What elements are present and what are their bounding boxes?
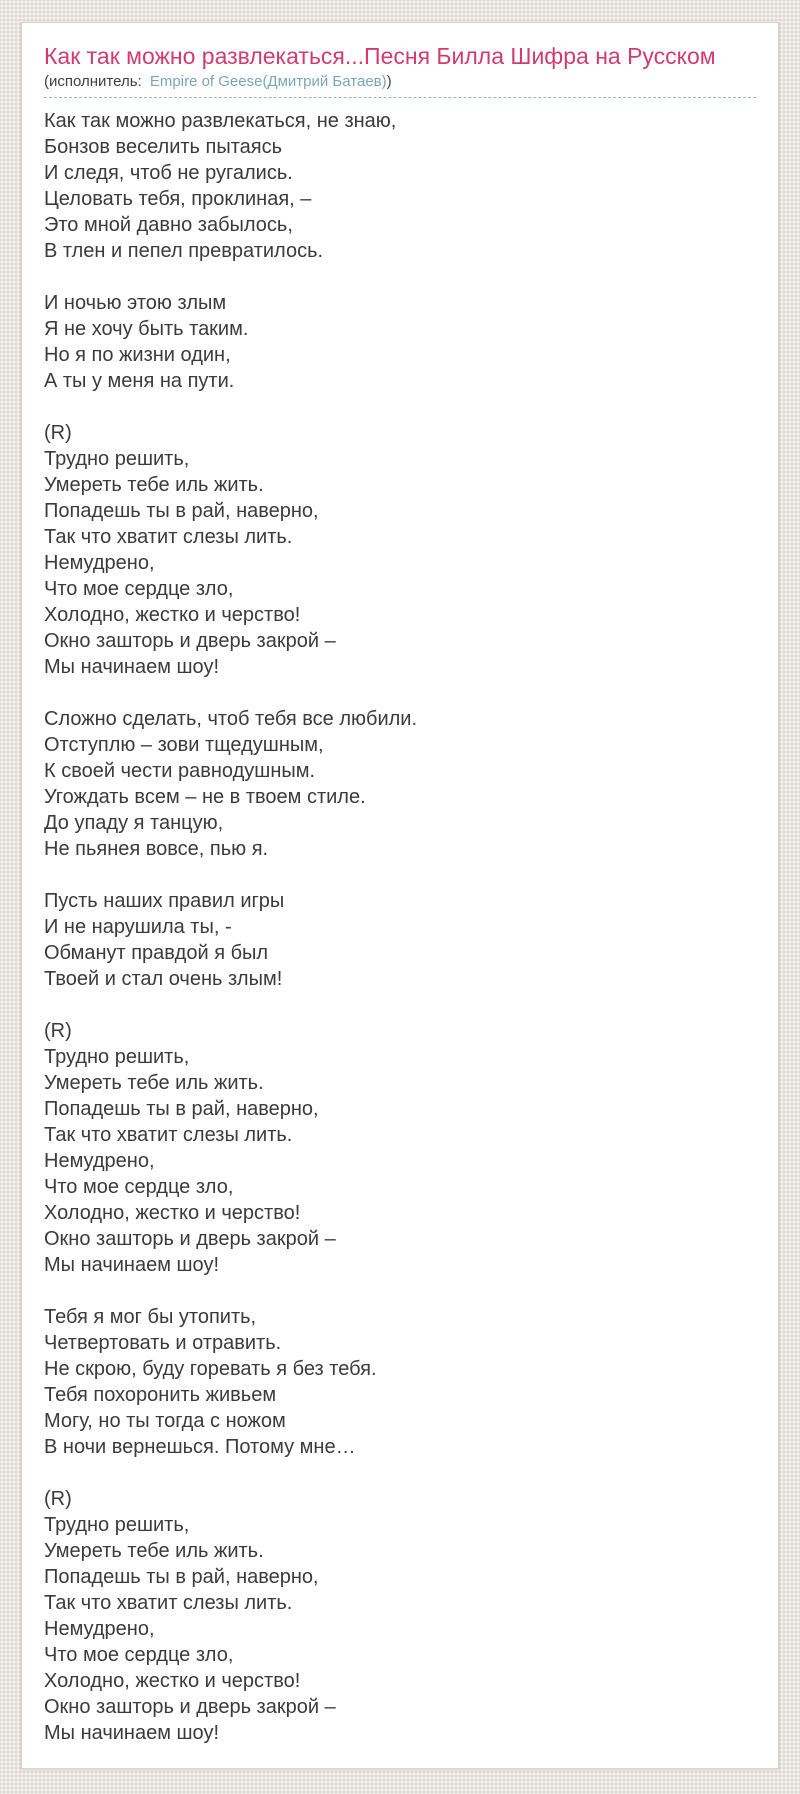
stanza xyxy=(44,108,756,264)
lyric-line: Отступлю – зови тщедушным, xyxy=(44,734,324,756)
lyric-line: Холодно, жестко и черство! xyxy=(44,1670,301,1692)
lyrics xyxy=(44,108,756,1746)
lyric-line: Не скрою, буду горевать я без тебя. xyxy=(44,1358,377,1380)
lyric-line: Обманут правдой я был xyxy=(44,942,269,964)
lyric-line: Немудрено, xyxy=(44,1150,155,1172)
lyric-line: Окно зашторь и дверь закрой – xyxy=(44,630,336,652)
stanza xyxy=(44,888,756,992)
lyric-line: Умереть тебе иль жить. xyxy=(44,474,264,496)
lyric-line: Тебя я мог бы утопить, xyxy=(44,1306,257,1328)
stanza xyxy=(44,420,756,680)
stanza xyxy=(44,706,756,862)
lyric-line: Бонзов веселить пытаясь xyxy=(44,136,283,158)
lyrics-card xyxy=(21,22,779,1769)
stanza xyxy=(44,290,756,394)
performer-label: (исполнитель: xyxy=(44,73,142,90)
lyric-line: Я не хочу быть таким. xyxy=(44,318,249,340)
lyric-line: Окно зашторь и дверь закрой – xyxy=(44,1228,336,1250)
lyric-line: Попадешь ты в рай, наверно, xyxy=(44,1098,319,1120)
lyric-line: Тебя похоронить живьем xyxy=(44,1384,277,1406)
stanza xyxy=(44,1018,756,1278)
performer-link[interactable]: Empire of Geese(Дмитрий Батаев) xyxy=(149,73,387,90)
lyric-line: Четвертовать и отравить. xyxy=(44,1332,282,1354)
lyric-line: Так что хватит слезы лить. xyxy=(44,1124,293,1146)
lyric-line: Угождать всем – не в твоем стиле. xyxy=(44,786,366,808)
performer-close-paren: ) xyxy=(386,73,392,90)
lyric-line: Умереть тебе иль жить. xyxy=(44,1540,264,1562)
lyric-line: Трудно решить, xyxy=(44,448,190,470)
lyric-line: Умереть тебе иль жить. xyxy=(44,1072,264,1094)
lyric-line: Холодно, жестко и черство! xyxy=(44,1202,301,1224)
lyric-line: Мы начинаем шоу! xyxy=(44,1254,220,1276)
lyric-line: И не нарушила ты, - xyxy=(44,916,232,938)
lyric-line: До упаду я танцую, xyxy=(44,812,224,834)
lyric-line: Окно зашторь и дверь закрой – xyxy=(44,1696,336,1718)
lyric-line: Мы начинаем шоу! xyxy=(44,1722,220,1744)
lyric-line: И следя, чтоб не ругались. xyxy=(44,162,293,184)
lyric-line: Могу, но ты тогда с ножом xyxy=(44,1410,286,1432)
lyric-line: Но я по жизни один, xyxy=(44,344,231,366)
lyric-line: Так что хватит слезы лить. xyxy=(44,1592,293,1614)
lyric-line: Немудрено, xyxy=(44,1618,155,1640)
lyric-line: Так что хватит слезы лить. xyxy=(44,526,293,548)
lyric-line: (R) xyxy=(44,1020,72,1042)
lyric-line: Это мной давно забылось, xyxy=(44,214,293,236)
lyric-line: Сложно сделать, чтоб тебя все любили. xyxy=(44,708,418,730)
lyric-line: Что мое сердце зло, xyxy=(44,1176,234,1198)
lyric-line: Твоей и стал очень злым! xyxy=(44,968,283,990)
lyric-line: А ты у меня на пути. xyxy=(44,370,235,392)
lyric-line: К своей чести равнодушным. xyxy=(44,760,316,782)
lyric-line: Пусть наших правил игры xyxy=(44,890,285,912)
lyric-line: (R) xyxy=(44,1488,72,1510)
lyric-line: (R) xyxy=(44,422,72,444)
lyric-line: Холодно, жестко и черство! xyxy=(44,604,301,626)
lyric-line: Как так можно развлекаться, не знаю, xyxy=(44,110,397,132)
lyric-line: Что мое сердце зло, xyxy=(44,1644,234,1666)
lyric-line: Не пьянея вовсе, пью я. xyxy=(44,838,269,860)
page-title: Как так можно развлекаться...Песня Билла Шифра на Русском xyxy=(44,43,716,69)
stanza xyxy=(44,1304,756,1460)
lyric-line: Немудрено, xyxy=(44,552,155,574)
lyric-line: Трудно решить, xyxy=(44,1046,190,1068)
stanza xyxy=(44,1486,756,1746)
lyric-line: И ночью этою злым xyxy=(44,292,227,314)
lyric-line: Трудно решить, xyxy=(44,1514,190,1536)
lyric-line: В ночи вернешься. Потому мне… xyxy=(44,1436,356,1458)
lyric-line: В тлен и пепел превратилось. xyxy=(44,240,324,262)
lyric-line: Попадешь ты в рай, наверно, xyxy=(44,500,319,522)
performer-line xyxy=(44,73,756,98)
lyric-line: Мы начинаем шоу! xyxy=(44,656,220,678)
lyric-line: Что мое сердце зло, xyxy=(44,578,234,600)
lyric-line: Целовать тебя, проклиная, – xyxy=(44,188,312,210)
lyric-line: Попадешь ты в рай, наверно, xyxy=(44,1566,319,1588)
